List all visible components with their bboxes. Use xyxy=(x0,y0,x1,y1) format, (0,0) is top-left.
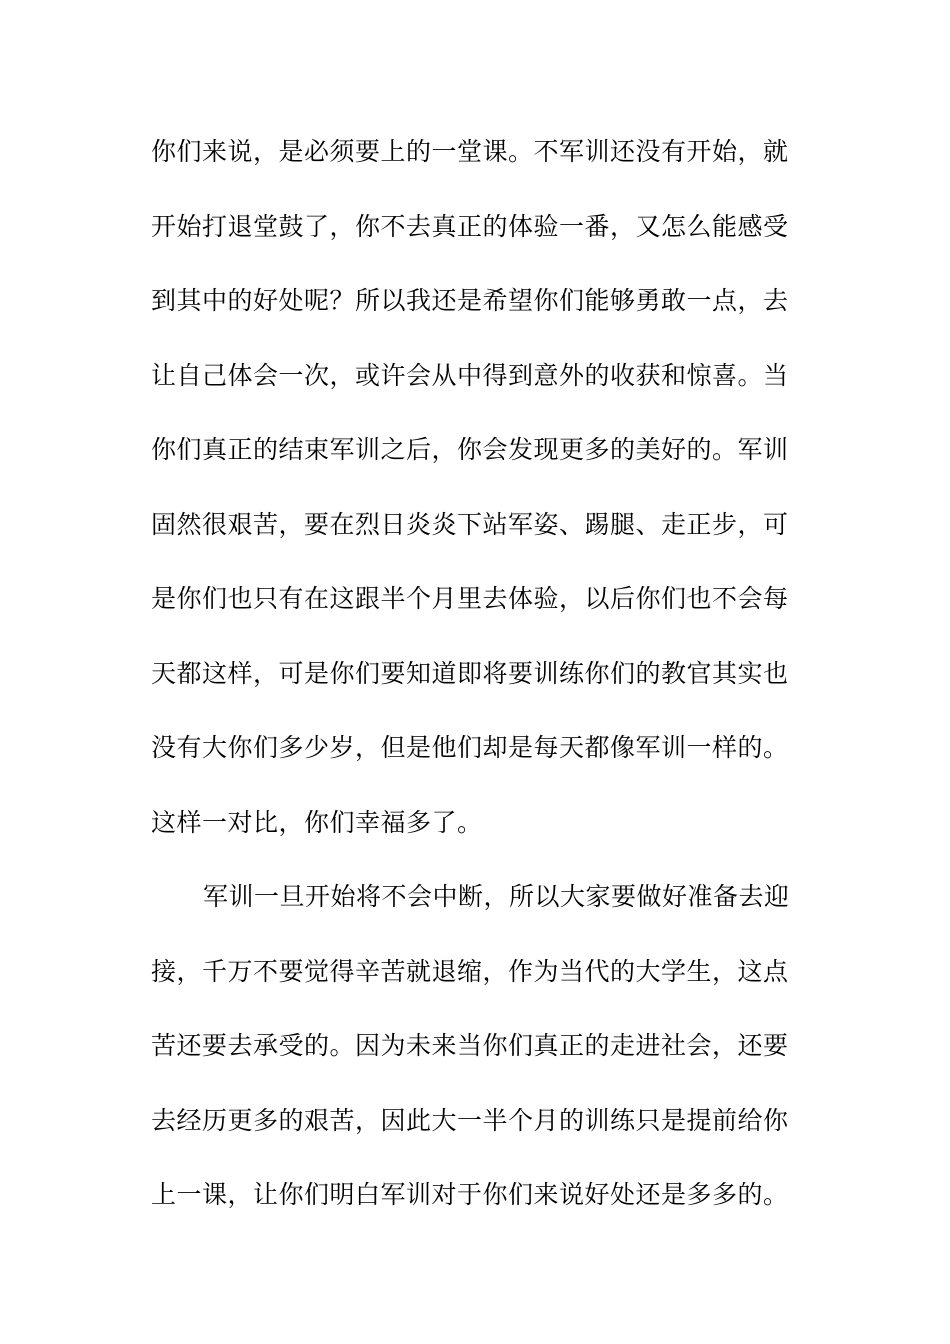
text-line: 天都这样，可是你们要知道即将要训练你们的教官其实也 xyxy=(151,658,789,688)
text-line: 你们真正的结束军训之后，你会发现更多的美好的。军训 xyxy=(151,435,789,464)
text-line: 苦还要去承受的。因为未来当你们真正的走进社会，还要 xyxy=(151,1031,789,1060)
text-line: 没有大你们多少岁，但是他们却是每天都像军训一样的。 xyxy=(151,733,789,762)
text-line: 开始打退堂鼓了，你不去真正的体验一番，又怎么能感受 xyxy=(151,211,789,241)
text-line: 上一课，让你们明白军训对于你们来说好处还是多多的。 xyxy=(151,1180,789,1209)
text-line: 去经历更多的艰苦，因此大一半个月的训练只是提前给你 xyxy=(151,1105,789,1135)
text-line: 到其中的好处呢？所以我还是希望你们能够勇敢一点，去 xyxy=(151,286,789,315)
text-line: 接，千万不要觉得辛苦就退缩，作为当代的大学生，这点 xyxy=(151,956,789,986)
text-line: 这样一对比，你们幸福多了。 xyxy=(151,807,483,837)
text-line: 固然很艰苦，要在烈日炎炎下站军姿、踢腿、走正步，可 xyxy=(151,509,789,539)
text-line: 是你们也只有在这跟半个月里去体验，以后你们也不会每 xyxy=(151,584,789,613)
paragraph-start-line: 军训一旦开始将不会中断，所以大家要做好准备去迎 xyxy=(203,882,790,911)
text-line: 让自己体会一次，或许会从中得到意外的收获和惊喜。当 xyxy=(151,360,789,390)
text-line: 你们来说，是必须要上的一堂课。不军训还没有开始，就 xyxy=(151,137,789,166)
body-text xyxy=(151,128,801,1246)
